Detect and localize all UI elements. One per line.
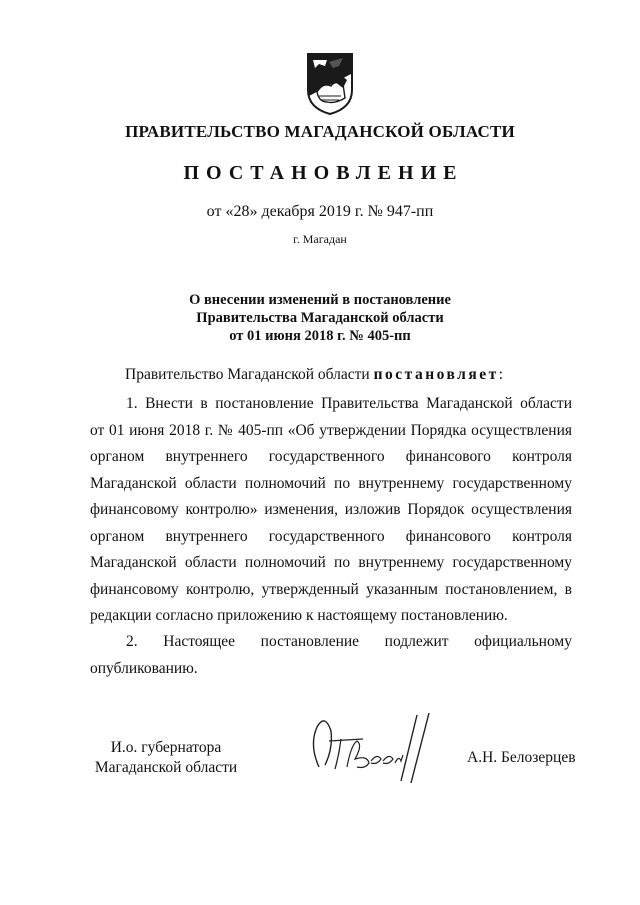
signatory-title-line: И.о. губернатора [110,739,222,756]
preamble-colon: : [498,366,504,383]
paragraph-line: от 01 июня 2018 г. № 405-пп «Об утверждении Порядка осуществления [90,421,572,439]
paragraph-line: финансовому контролю, утвержденный указанным постановлением, в [90,580,572,598]
handwritten-signature [305,705,440,785]
coat-of-arms-icon [305,52,355,116]
paragraph-line: 2. Настоящее постановление подлежит официальному [126,633,572,650]
paragraph-line: редакции согласно приложению к настоящему постановлению. [90,607,508,624]
paragraph-line: органом внутреннего государственного финансового контроля [90,448,572,465]
paragraph-line: финансовому контролю» изменения, изложив Порядок осуществления [90,501,572,518]
signatory-title [92,738,240,778]
signatory-title-line: Магаданской области [94,759,238,776]
paragraph-1 [90,391,572,630]
paragraph-line: Магаданской области полномочий по внутреннему государственному [90,554,572,571]
preamble-verb: постановляет [373,366,499,383]
city-label: г. Магадан [293,232,347,246]
document-subject [0,291,640,345]
paragraph-line: Магаданской области полномочий по внутреннему государственному [90,474,572,492]
subject-line: от 01 июня 2018 г. № 405-пп [229,328,411,344]
paragraph-line: органом внутреннего государственного финансового контроля [90,527,572,545]
subject-line: О внесении изменений в постановление [189,292,451,308]
preamble [125,366,503,384]
subject-line: Правительства Магаданской области [196,310,444,326]
signatory-name: А.Н. Белозерцев [467,749,576,766]
organization-heading: ПРАВИТЕЛЬСТВО МАГАДАНСКОЙ ОБЛАСТИ [125,122,515,141]
document-number: от «28» декабря 2019 г. № 947-пп [206,203,434,220]
paragraph-2 [90,629,572,682]
paragraph-line: опубликованию. [90,659,198,677]
document-type-heading: ПОСТАНОВЛЕНИЕ [183,162,464,184]
preamble-text: Правительство Магаданской области [125,366,370,383]
paragraph-line: 1. Внести в постановление Правительства Магаданской области [126,395,572,412]
